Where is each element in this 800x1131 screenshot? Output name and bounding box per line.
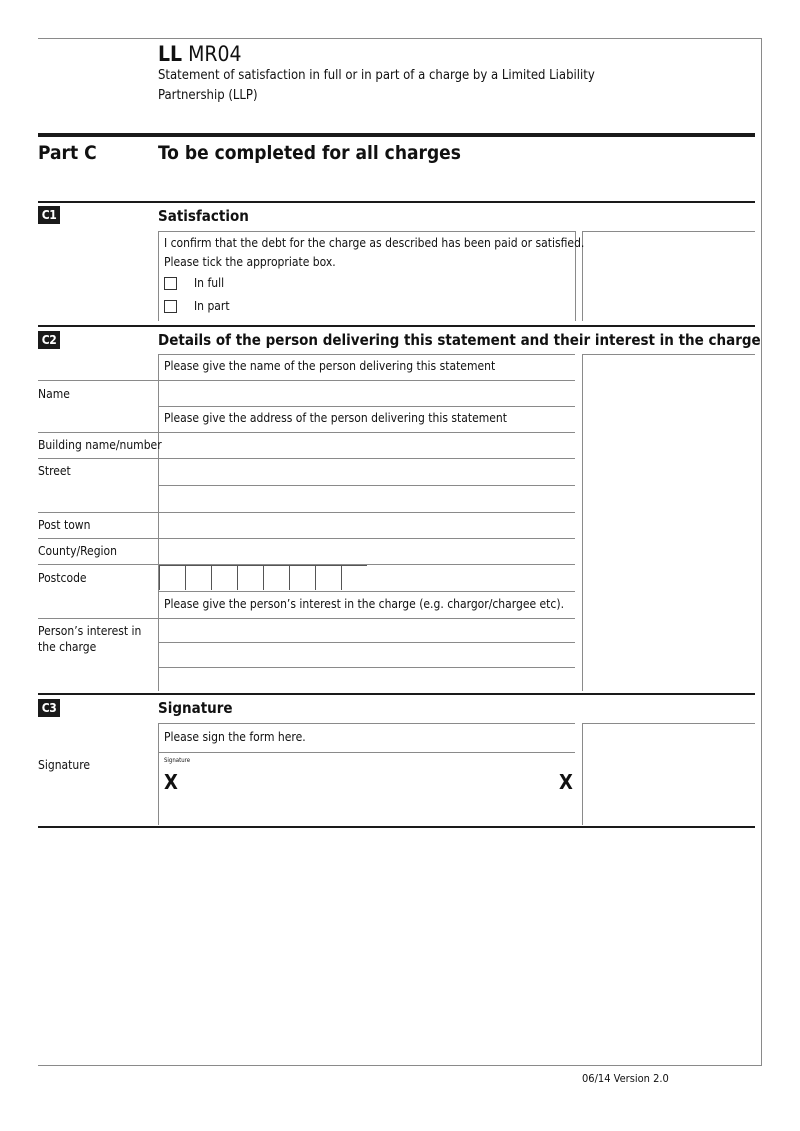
in-part-label: In part [194,299,230,313]
signature-label: Signature [38,758,91,772]
interest-label-line2: the charge [38,640,97,654]
c1-title: Satisfaction [158,207,249,225]
address-instruction: Please give the address of the person delivering this statement [164,411,507,425]
right-border [761,38,762,1066]
postcode-char-2[interactable] [185,565,211,590]
c2-line-c [158,406,575,407]
c1-instruction-line1: I confirm that the debt for the charge as described has been paid or satisfied. [164,236,585,250]
c2-line-a [158,354,575,355]
postcode-label: Postcode [38,571,87,585]
c1-section-number: C1 [38,206,60,224]
c1-box-top [158,231,575,232]
c3-side-top [582,723,755,724]
post-town-label: Post town [38,518,91,532]
in-full-checkbox[interactable] [164,277,177,290]
postcode-char-4[interactable] [237,565,263,590]
c1-side-top [582,231,755,232]
interest-instruction: Please give the person’s interest in the charge (e.g. chargor/chargee etc). [164,597,564,611]
c2-section-number: C2 [38,331,60,349]
interest-input-line3[interactable] [159,668,575,691]
c2-line-j [158,591,575,592]
bottom-border [38,1065,762,1066]
c3-section-number: C3 [38,699,60,717]
interest-input-line1[interactable] [159,619,575,642]
signature-start-x-icon: X [164,770,178,794]
c3-box-top [158,723,575,724]
c2-side-left [582,354,583,691]
building-label: Building name/number [38,438,162,452]
postcode-char-3[interactable] [211,565,237,590]
c3-side-left [582,723,583,825]
building-input[interactable] [159,433,575,458]
county-input[interactable] [159,539,575,564]
part-label: Part C [38,142,97,164]
name-label: Name [38,387,70,401]
c1-instruction-line2: Please tick the appropriate box. [164,255,336,269]
post-town-input[interactable] [159,513,575,538]
postcode-char-7[interactable] [315,565,341,590]
postcode-char-5[interactable] [263,565,289,590]
c1-divider [38,201,755,203]
in-full-label: In full [194,276,225,290]
street-label: Street [38,464,71,478]
street-input-line1[interactable] [159,459,575,485]
form-code-number: MR04 [188,42,242,66]
form-code-prefix: LL [158,42,183,66]
c3-bottom-divider [38,826,755,828]
signature-instruction: Please sign the form here. [164,730,306,744]
part-title: To be completed for all charges [158,142,461,164]
top-border [38,38,762,39]
interest-input-line2[interactable] [159,643,575,667]
postcode-char-8[interactable] [341,565,367,590]
c3-divider [38,693,755,695]
c1-box-left [158,231,159,321]
name-instruction: Please give the name of the person delivering this statement [164,359,496,373]
c2-side-top [582,354,755,355]
form-subtitle-line2: Partnership (LLP) [158,88,258,103]
interest-label-line1: Person’s interest in [38,624,142,638]
version-label: 06/14 Version 2.0 [582,1072,669,1085]
postcode-char-6[interactable] [289,565,315,590]
form-subtitle-line1: Statement of satisfaction in full or in part of a charge by a Limited Liability [158,68,595,83]
postcode-input[interactable] [159,565,367,590]
c3-title: Signature [158,699,233,717]
name-input[interactable] [159,381,575,406]
form-code [158,42,242,66]
c2-title: Details of the person delivering this statement and their interest in the charge [158,331,761,349]
in-part-checkbox[interactable] [164,300,177,313]
postcode-char-1[interactable] [159,565,185,590]
signature-end-x-icon: X [559,770,573,794]
signature-small-label: Signature [164,757,191,764]
c2-divider [38,325,755,327]
signature-input[interactable] [159,753,575,825]
street-input-line2[interactable] [159,486,575,512]
county-label: County/Region [38,544,117,558]
part-divider [38,133,755,137]
